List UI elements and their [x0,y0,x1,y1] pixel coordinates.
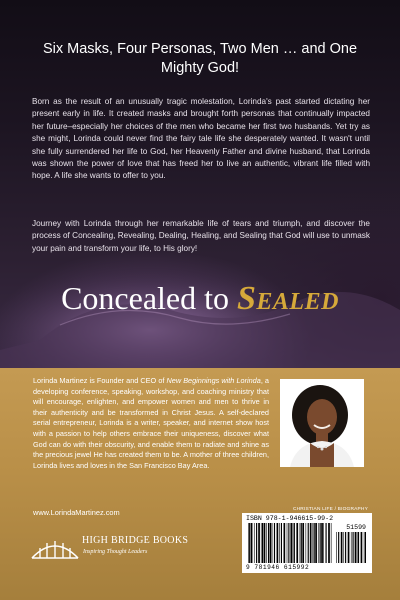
category-label: CHRISTIAN LIFE / BIOGRAPHY [292,507,368,512]
author-name: Lorinda Martinez [33,376,88,385]
publisher-name: HIGH BRIDGE BOOKS [82,535,189,546]
isbn: ISBN 978-1-946615-99-2 [246,515,334,522]
price-code: 51599 [346,524,366,531]
book-title [0,280,400,318]
author-photo [280,379,364,467]
barcode-bars [248,523,332,563]
barcode-number: 9 781946 615992 [246,564,310,571]
description-paragraph-2: Journey with Lorinda through her remarkable life of tears and triumph, and discover the process of Concealing, Revealing, Dealing, Healing, and Sealing that God will use to unmask your pain and transform your life, to His glory! [32,219,370,253]
headline: Six Masks, Four Personas, Two Men … and One Mighty God! [42,41,358,76]
bio-text-b: , a developing conference, speaking, workshop, and coaching ministry that will encourage, enlighten, and empower women and men to thrive in their authenticity and be transformed in Christ Jesus. A self-declared serial entrepreneur, Lorinda is a writer, speaker, and internet show host with a passion to help others embrace their uniqueness, discover what God can do with their obscurity, and enable them to radiate and shine as the precious jewel He has created them to be. A mother of three children, Lorinda lives and loves in the San Francisco Bay Area. [33,376,269,470]
company-name: New Beginnings with Lorinda [166,376,261,385]
book-title-part-1: Concealed to [61,280,237,316]
bio-text-a: is Founder and CEO of [87,376,167,385]
author-bio [33,376,269,471]
author-portrait-icon [280,379,364,467]
price-barcode-bars [336,532,366,563]
author-website: www.LorindaMartinez.com [33,508,120,517]
book-title-part-2: Sealed [237,280,339,317]
barcode [242,513,372,573]
description-paragraph-1: Born as the result of an unusually tragic molestation, Lorinda's past started dictating her present early in life. It created masks and brought forth personas that continually impacted her future–especially her choices of the men who became her first two husbands. Yet try as she might, Lorinda could never find the fairy tale life she desperately wanted. It wasn't until she fully surrendered her life to God, her Heavenly Father and divine husband, that Lorinda was shown the power of love that has freed her to live an authentic, vibrant life filled with hope. A life she wants to offer to you. [32,97,370,181]
publisher-tagline: Inspiring Thought Leaders [83,549,148,555]
bridge-icon [30,532,80,562]
publisher-logo [30,530,200,566]
